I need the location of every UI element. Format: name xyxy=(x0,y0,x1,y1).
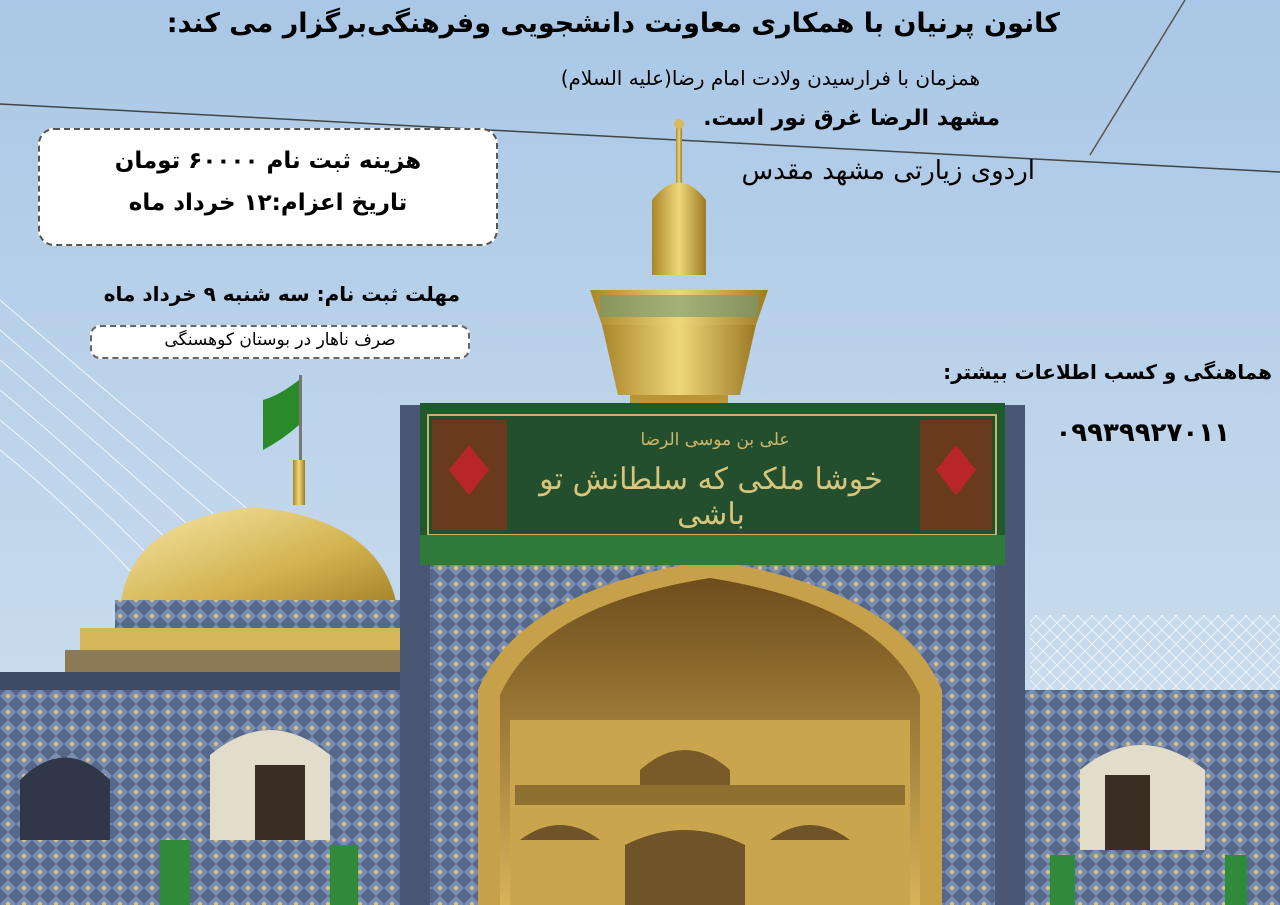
banner-top-inscription: علی بن موسی الرضا xyxy=(640,430,790,450)
banner-inscription: خوشا ملکی که سلطانش تو باشی xyxy=(539,462,883,532)
mashhad-slogan: مشهد الرضا غرق نور است. xyxy=(703,106,1000,131)
organizer-title: کانون پرنیان با همکاری معاونت دانشجویی وفرهنگی‌برگزار می کند: xyxy=(166,8,1060,39)
registration-fee: هزینه ثبت نام ۶۰۰۰۰ تومان xyxy=(114,148,422,174)
contact-phone: ۰۹۹۳۹۹۲۷۰۱۱ xyxy=(1055,418,1230,448)
lunch-note: صرف ناهار در بوستان کوهسنگی xyxy=(164,330,396,350)
occasion-subtitle: همزمان با فرارسیدن ولادت امام رضا(علیه السلام) xyxy=(560,66,980,90)
registration-deadline: مهلت ثبت نام: سه شنبه ۹ خرداد ماه xyxy=(103,282,460,306)
fee-date-box xyxy=(38,128,498,246)
trip-name: اردوی زیارتی مشهد مقدس xyxy=(741,156,1035,186)
departure-date: تاریخ اعزام:۱۲ خرداد ماه xyxy=(128,190,408,216)
contact-label: هماهنگی و کسب اطلاعات بیشتر: xyxy=(943,360,1272,384)
